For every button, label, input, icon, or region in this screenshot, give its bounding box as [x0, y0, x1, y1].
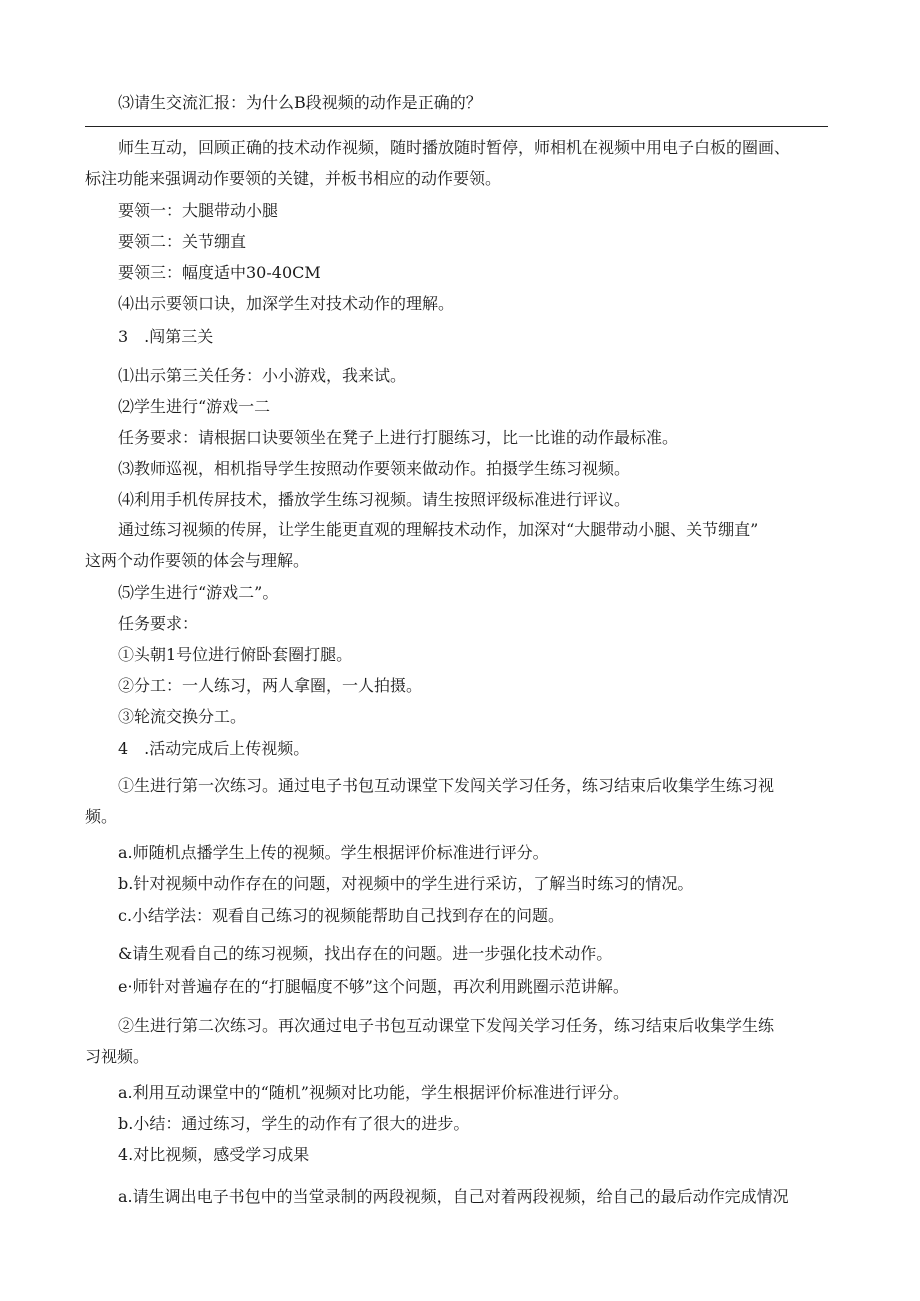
paragraph-screen-cast: ⑷利用手机传屏技术，播放学生练习视频。请生按照评级标准进行评议。 [118, 490, 631, 509]
paragraph-recorded-videos: a.请生调出电子书包中的当堂录制的两段视频，自己对着两段视频，给自己的最后动作完成情况 [118, 1187, 789, 1206]
list-item-a-compare: a.利用互动课堂中的“随机”视频对比功能，学生根据评价标准进行评分。 [118, 1083, 629, 1102]
paragraph-level3-task: ⑴出示第三关任务：小小游戏，我来试。 [118, 366, 407, 385]
paragraph-first-practice-line2: 频。 [85, 807, 118, 826]
list-item-d-watch: &请生观看自己的练习视频，找出存在的问题。进一步强化技术动作。 [118, 944, 613, 963]
horizontal-rule [85, 126, 828, 127]
paragraph-report-question: ⑶请生交流汇报：为什么B段视频的动作是正确的？ [118, 93, 482, 112]
key-point-one: 要领一：大腿带动小腿 [118, 201, 279, 220]
paragraph-second-practice-line1: ②生进行第二次练习。再次通过电子书包互动课堂下发闯关学习任务，练习结束后收集学生练 [118, 1016, 775, 1035]
list-item-a-playback: a.师随机点播学生上传的视频。学生根据评价标准进行评分。 [118, 843, 549, 862]
paragraph-interaction-line1: 师生互动，回顾正确的技术动作视频，随时播放随时暂停，师相机在视频中用电子白板的圈画、 [118, 138, 791, 157]
section-heading-upload: 4 .活动完成后上传视频。 [118, 739, 310, 758]
paragraph-task-requirement-label: 任务要求： [118, 614, 199, 633]
list-item-b-conclusion: b.小结：通过练习，学生的动作有了很大的进步。 [118, 1114, 470, 1133]
list-item-b-interview: b.针对视频中动作存在的问题，对视频中的学生进行采访，了解当时练习的情况。 [118, 874, 694, 893]
list-item-c-summary: c.小结学法：观看自己练习的视频能帮助自己找到存在的问题。 [118, 906, 565, 925]
list-item-e-demo: e·师针对普遍存在的“打腿幅度不够”这个问题，再次利用跳圈示范讲解。 [118, 977, 629, 996]
paragraph-teacher-patrol: ⑶教师巡视，相机指导学生按照动作要领来做动作。拍摄学生练习视频。 [118, 459, 631, 478]
key-point-two: 要领二：关节绷直 [118, 232, 247, 251]
list-item-head-position: ①头朝1号位进行俯卧套圈打腿。 [118, 645, 353, 664]
paragraph-first-practice-line1: ①生进行第一次练习。通过电子书包互动课堂下发闯关学习任务，练习结束后收集学生练习视 [118, 776, 775, 795]
list-item-rotate: ③轮流交换分工。 [118, 707, 247, 726]
paragraph-show-mnemonic: ⑷出示要领口诀，加深学生对技术动作的理解。 [118, 294, 455, 313]
section-heading-compare-videos: 4.对比视频，感受学习成果 [118, 1145, 310, 1164]
paragraph-second-practice-line2: 习视频。 [85, 1047, 150, 1066]
key-point-three: 要领三：幅度适中30-40CM [118, 263, 321, 282]
section-heading-level3: 3 .闯第三关 [118, 327, 214, 346]
paragraph-video-cast-line1: 通过练习视频的传屏，让学生能更直观的理解技术动作，加深对“大腿带动小腿、关节绷直” [118, 520, 759, 539]
list-item-division: ②分工：一人练习，两人拿圈，一人拍摄。 [118, 676, 423, 695]
paragraph-task-requirement: 任务要求：请根据口诀要领坐在凳子上进行打腿练习，比一比谁的动作最标准。 [118, 428, 679, 447]
paragraph-interaction-line2: 标注功能来强调动作要领的关键，并板书相应的动作要领。 [85, 169, 502, 188]
paragraph-video-cast-line2: 这两个动作要领的体会与理解。 [85, 551, 310, 570]
paragraph-game-two: ⑸学生进行“游戏二”。 [118, 583, 279, 602]
paragraph-game-one: ⑵学生进行“游戏一二 [118, 397, 271, 416]
